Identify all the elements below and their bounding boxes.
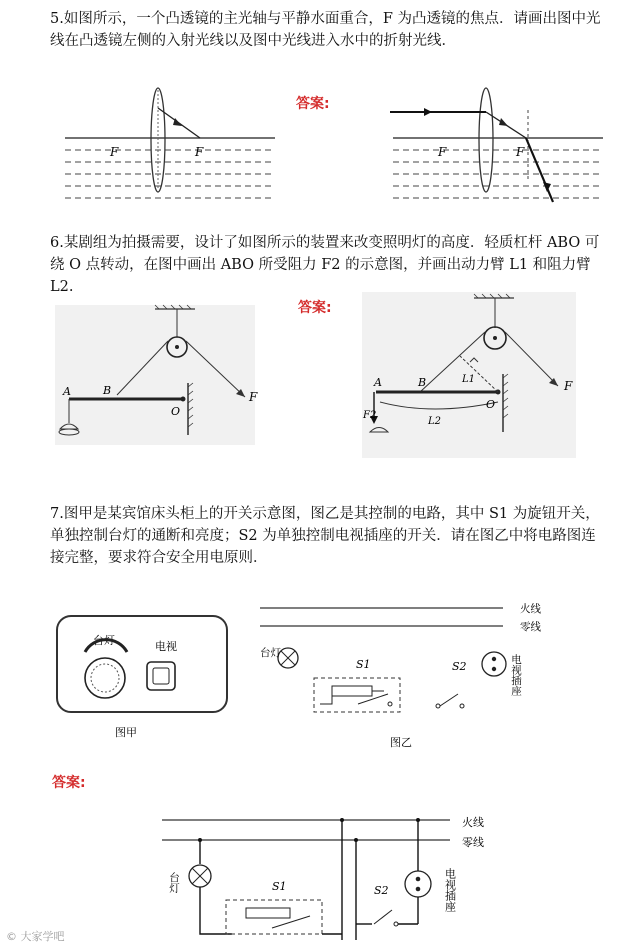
q7a-neutral-label: 零线 [462,836,484,849]
q6-a-label: A [63,385,71,398]
q5-answer-label: 答案: [296,96,330,112]
q7-fig-a-caption: 图甲 [115,726,137,739]
q7-panel-lamp: 台灯 [93,634,115,647]
q7b-lamp-label: 台灯 [260,647,281,659]
q7b-live-label: 火线 [520,603,541,615]
q5-f-left: F [110,145,119,159]
question-7-text: 7.图甲是某宾馆床头柜上的开关示意图，图乙是其控制的电路，其中 S1 为旋钮开关，单独控制台灯的通断和亮度；S2 为单独控制电视插座的开关．请在图乙中将电路图连接完整，要求符合安全用电原则． [50,506,600,566]
q7a-s1-label: S1 [272,880,287,893]
q6-answer-figure [362,292,576,458]
q6a-f2-label: F2 [363,410,377,421]
q7-figure-b [258,598,578,750]
q7a-s2-label: S2 [374,884,389,897]
q7b-neutral-label: 零线 [520,621,541,633]
q7b-socket-label: 电视插座 [510,654,522,696]
question-6-text: 6.某剧组为拍摄需要，设计了如图所示的装置来改变照明灯的高度．轻质杠杆 ABO 可绕 O 点转动，在图中画出 ABO 所受阻力 F2 的示意图，并画出动力臂 L1 和阻力臂 L2. [50,235,600,295]
q5a-f-right: F [516,145,525,159]
q7-answer-figure [160,806,540,946]
q7b-s1-label: S1 [356,658,371,671]
q6a-o-label: O [486,398,496,411]
q7a-socket-label: 电视插座 [443,868,457,912]
q5-figure [60,80,280,220]
q7-panel-tv: 电视 [155,640,177,653]
watermark: © 大家学吧 [6,930,65,943]
q6-answer-label: 答案: [298,300,332,316]
question-5-text: 5.如图所示，一个凸透镜的主光轴与平静水面重合，F 为凸透镜的焦点．请画出图中光线在凸透镜左侧的入射光线以及图中光线进入水中的折射光线． [50,11,601,49]
q6a-f-label: F [564,379,573,393]
q6a-b-label: B [418,376,427,389]
q7a-lamp-label: 台灯 [168,872,180,893]
q6-b-label: B [103,384,112,397]
q7a-live-label: 火线 [462,816,484,829]
q6a-l2-label: L2 [428,416,442,427]
q6a-a-label: A [374,376,382,389]
q6-figure [55,305,258,445]
q7-figure-a [55,598,235,750]
q5-answer-figure [388,80,608,220]
q6-o-label: O [171,405,181,418]
q5a-f-left: F [438,145,447,159]
q6-f-label: F [249,390,258,404]
q5-f-right: F [195,145,204,159]
q7-fig-b-caption: 图乙 [390,736,412,749]
q7b-s2-label: S2 [452,660,467,673]
q7-answer-label: 答案: [52,775,86,791]
q6a-l1-label: L1 [462,374,476,385]
